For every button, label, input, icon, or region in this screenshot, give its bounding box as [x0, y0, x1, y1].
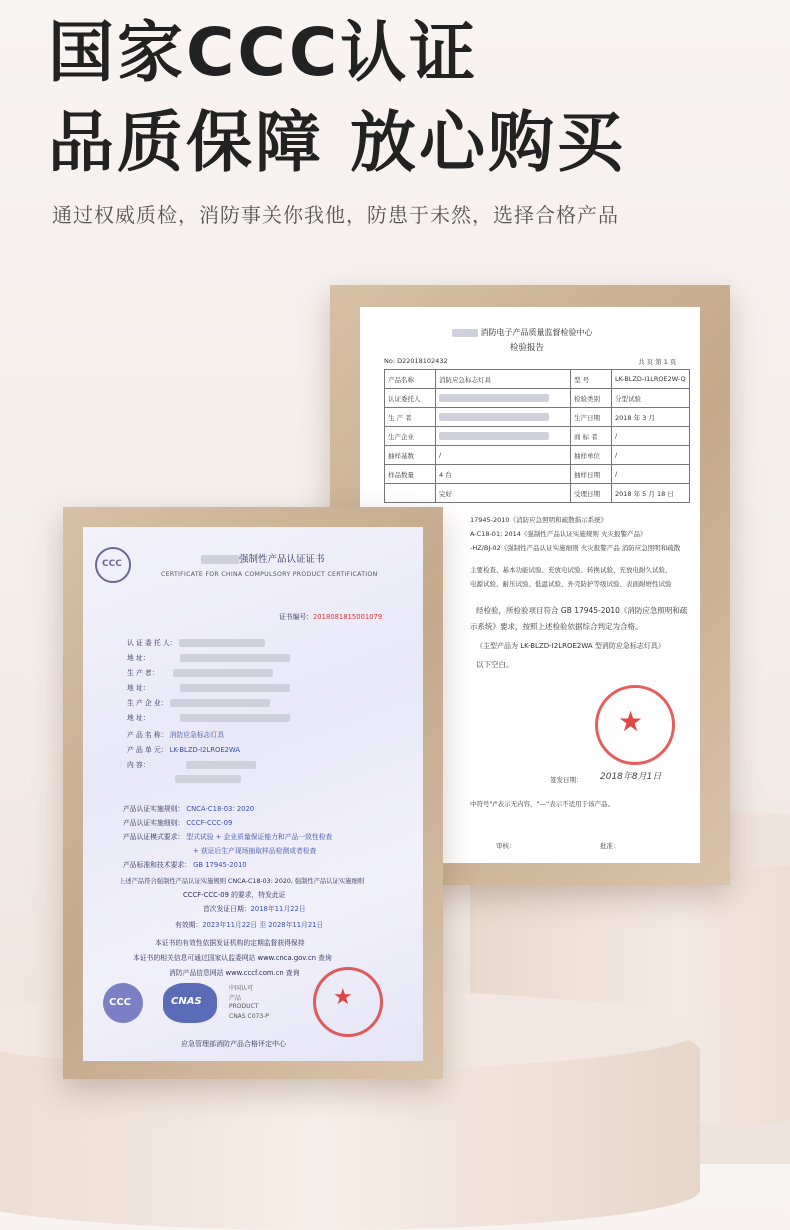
cert-title: 强制性产品认证证书	[239, 554, 325, 565]
cert-no-label: 证书编号：	[279, 613, 313, 621]
table-row	[385, 370, 690, 389]
cell-value: 完好	[436, 484, 571, 503]
cert-field: 地 址：	[127, 712, 290, 722]
first-issue-date: 2018年11月22日	[250, 905, 306, 913]
cell-label: 抽样基数	[385, 446, 436, 465]
cert-rule: 产品认证模式要求： 型式试验 + 企业质量保证能力和产品一致性检查	[123, 833, 333, 841]
table-row	[385, 408, 690, 427]
cert-note-1: 本证书的有效性依据发证机构的定期监督获得保持	[155, 939, 305, 947]
report-org: 消防电子产品质量监督检验中心	[480, 328, 593, 337]
table-row	[385, 446, 690, 465]
report-conclusion-line: 经检验，所检验项目符合 GB 17945-2010《消防应急照明和疏	[476, 606, 688, 615]
cnas-logo-text: CNAS	[171, 996, 202, 1007]
cell-value	[436, 408, 571, 427]
report-number: No: D22018102432	[384, 357, 448, 365]
report-basis-line: A-C18-01; 2014《强制性产品认证实施规则 火灾报警产品》	[470, 530, 647, 538]
cell-value: 2018 年 5 月 18 日	[612, 484, 690, 503]
redacted-block	[201, 555, 239, 564]
headline-line-1: 国家CCC认证	[48, 14, 479, 91]
cert-statement: 上述产品符合强制性产品认证实施规则 CNCA-C18-03: 2020, 强制性产品认证实施细则	[119, 878, 365, 885]
cell-label: 型 号	[571, 370, 612, 389]
ccc-logo-icon	[103, 983, 143, 1023]
cert-statement-2: CCCF-CCC-09 的要求，特发此证	[183, 891, 286, 899]
cell-value	[436, 389, 571, 408]
cert-field: 产 品 单 元： LK-BLZD-Ⅰ2LROE2WA	[127, 746, 240, 754]
cell-label	[385, 484, 436, 503]
cnas-caption: PRODUCT	[229, 1003, 259, 1010]
headline-line-2: 品质保障 放心购买	[48, 104, 626, 181]
certificate-frame	[63, 507, 443, 1079]
cert-field: 地 址：	[127, 652, 290, 662]
redacted-block	[452, 329, 478, 337]
redacted-block	[180, 654, 290, 662]
table-row	[385, 389, 690, 408]
report-main-product: （主型产品为 LK-BLZD-Ⅰ2LROE2WA 型消防应急标志灯具）	[476, 642, 665, 650]
cell-value: /	[612, 427, 690, 446]
reviewer-label: 审核：	[496, 842, 516, 850]
report-page: 共 页 第 1 页	[638, 358, 677, 366]
cell-label: 检验类别	[571, 389, 612, 408]
redacted-block	[439, 432, 549, 440]
issue-date-handwritten: 2018年8月1日	[600, 772, 662, 782]
ccc-emblem-icon	[95, 547, 131, 583]
report-conclusion-line: 示系统》要求，按照上述检验依据综合判定为合格。	[470, 622, 643, 631]
cnas-caption: 中国认可	[229, 985, 254, 992]
cert-field: 认 证 委 托 人：	[127, 637, 265, 647]
redacted-block	[170, 699, 270, 707]
headline-subtitle: 通过权威质检，消防事关你我他，防患于未然，选择合格产品	[52, 203, 619, 227]
cell-label: 产品名称	[385, 370, 436, 389]
redacted-block	[439, 413, 549, 421]
cert-rule: 产品标准和技术要求： GB 17945-2010	[123, 861, 247, 869]
redacted-block	[173, 669, 273, 677]
redacted-block	[439, 394, 549, 402]
cell-label: 商 标 者	[571, 427, 612, 446]
cell-label: 样品数量	[385, 465, 436, 484]
cert-field: 生 产 者：	[127, 667, 273, 677]
report-items-line: 电源试验、耐压试验、低温试验、外壳防护等级试验、表面耐磨性试验	[470, 580, 672, 588]
cell-value: 4 台	[436, 465, 571, 484]
cert-note-3: 消防产品信息网站 www.cccf.com.cn 查询	[169, 969, 300, 977]
cell-label: 抽样日期	[571, 465, 612, 484]
cert-rule: 产品认证实施细则： CCCF-CCC-09	[123, 819, 233, 827]
ccc-certificate-paper	[83, 527, 423, 1061]
cell-value: /	[436, 446, 571, 465]
ccc-emblem-text: CCC	[102, 559, 122, 569]
cert-rule: 产品认证实施规则： CNCA-C18-03: 2020	[123, 805, 255, 813]
redacted-block	[179, 639, 265, 647]
cell-label: 认证委托人	[385, 389, 436, 408]
ccc-logo-text: CCC	[109, 997, 132, 1008]
report-table	[384, 369, 690, 503]
cell-value: LK-BLZD-Ⅰ1LROE2W-Q	[612, 370, 690, 389]
cell-label: 生 产 者	[385, 408, 436, 427]
cert-note-2: 本证书的相关信息可通过国家认监委网站 www.cnca.gov.cn 查询	[133, 954, 332, 962]
validity-period: 2023年11月22日 至 2028年11月21日	[202, 921, 324, 929]
first-issue-label: 首次发证日期：	[203, 905, 251, 913]
cell-value: /	[612, 465, 690, 484]
issue-date-label: 签发日期：	[550, 776, 583, 784]
cert-title-en: CERTIFICATE FOR CHINA COMPULSORY PRODUCT CERTIFICATION	[161, 571, 378, 578]
cell-label: 生产日期	[571, 408, 612, 427]
cert-issuer: 应急管理部消防产品合格评定中心	[181, 1040, 286, 1048]
cell-label: 生产企业	[385, 427, 436, 446]
cnas-logo-icon	[163, 983, 217, 1023]
table-row	[385, 427, 690, 446]
redacted-block	[186, 761, 256, 769]
cert-rule: + 获证后生产现场抽取样品检测或者检查	[193, 847, 317, 855]
cell-value	[436, 427, 571, 446]
approver-label: 批准：	[600, 842, 620, 850]
cert-no: 2018081815001079	[312, 613, 383, 621]
report-footnote: 中符号"/"表示无内容，"—"表示不适用于该产品。	[470, 800, 615, 808]
table-row	[385, 465, 690, 484]
cell-value: /	[612, 446, 690, 465]
cnas-caption: CNAS C073-P	[229, 1013, 269, 1020]
report-basis-line: -HZ/BJ-02《强制性产品认证实施细则 火灾报警产品 消防应急照明和疏散	[470, 544, 681, 552]
cert-field: 产 品 名 称： 消防应急标志灯具	[127, 731, 225, 739]
redacted-block	[180, 714, 290, 722]
cert-field: 生 产 企 业：	[127, 697, 270, 707]
cell-value: 消防应急标志灯具	[436, 370, 571, 389]
cell-label: 抽样单位	[571, 446, 612, 465]
redacted-block	[180, 684, 290, 692]
cell-value: 2018 年 3 月	[612, 408, 690, 427]
stamp-star-icon: ★	[333, 985, 353, 1010]
cell-label: 受理日期	[571, 484, 612, 503]
report-items-line: 主要检查、基本功能试验、充放电试验、转换试验、充放电耐久试验、	[470, 566, 672, 574]
cert-field: 内 容：	[127, 759, 256, 769]
report-blank-note: 以下空白。	[476, 660, 514, 669]
report-title: 检验报告	[510, 343, 545, 353]
cnas-caption: 产品	[229, 995, 242, 1002]
validity-label: 有效期：	[175, 921, 203, 929]
cert-field: 地 址：	[127, 682, 290, 692]
stamp-star-icon: ★	[618, 705, 644, 738]
redacted-block	[175, 775, 241, 783]
cell-value: 分型试验	[612, 389, 690, 408]
table-row	[385, 484, 690, 503]
report-basis-line: 17945-2010《消防应急照明和疏散指示系统》	[470, 516, 608, 524]
